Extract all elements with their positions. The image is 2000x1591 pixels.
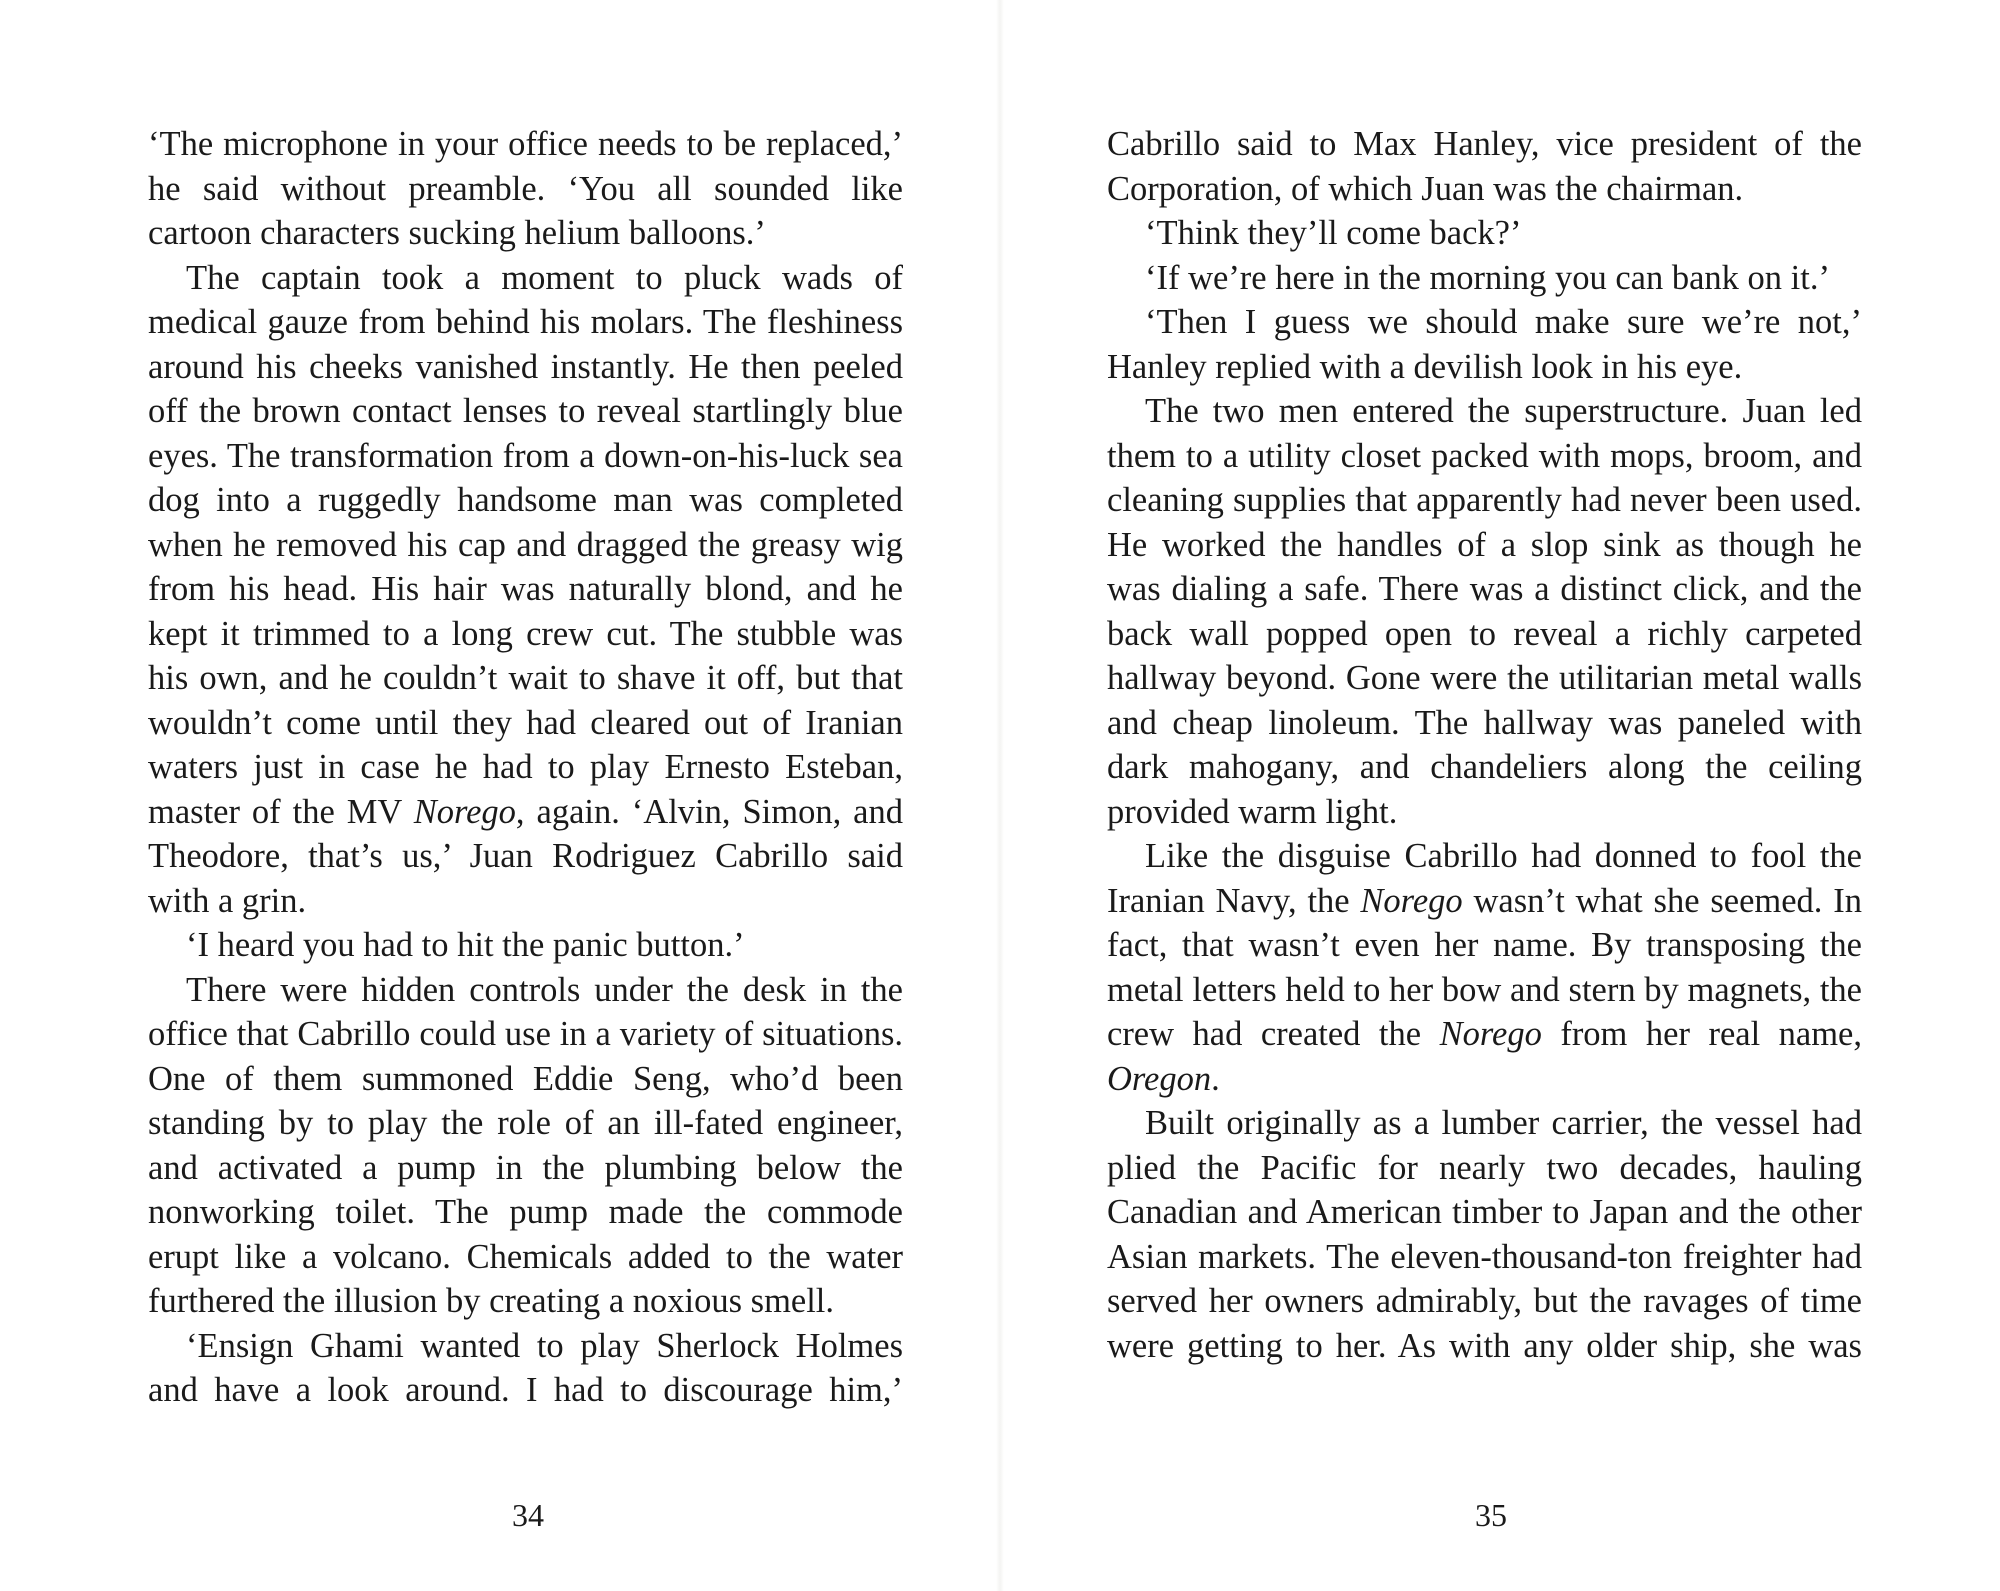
paragraph: The two men entered the superstructure. Juan led them to a utility closet packed with mops, broom, and cleaning supplies that apparently had never been used. He worked the handles of a slop sink as though he was dialing a safe. There was a distinct click, and the back wall popped open to reveal a richly carpeted hallway beyond. Gone were the utilitarian metal walls and cheap linoleum. The hallway was paneled with dark mahogany, and chandeliers along the ceiling provided warm light.: [1107, 392, 1862, 831]
paragraph: There were hidden controls under the desk in the office that Cabrillo could use in a variety of situations. One of them summoned Eddie Seng, who’d been standing by to play the role of an ill-fated engineer, and activated a pump in the plumbing below the nonworking toilet. The pump made the commode erupt like a volcano. Chemicals added to the water furthered the illusion by creating a noxious smell.: [148, 970, 903, 1320]
paragraph: ‘Then I guess we should make sure we’re not,’ Hanley replied with a devilish look in his eye.: [1107, 303, 1862, 386]
paragraph: ‘Think they’ll come back?’: [1145, 214, 1522, 252]
paragraph: Cabrillo said to Max Hanley, vice president of the Corporation, of which Juan was the chairman.: [1107, 125, 1862, 208]
paragraph: ‘The microphone in your office needs to be replaced,’ he said without preamble. ‘You all sounded like cartoon characters sucking helium balloons.’: [148, 125, 903, 252]
ship-name: Norego: [1360, 881, 1463, 920]
ship-name: Norego: [1439, 1015, 1542, 1053]
right-page: [1000, 0, 2000, 1591]
left-page-text: [148, 122, 903, 1413]
paragraph: The captain took a moment to pluck wads of medical gauze from behind his molars. The fleshiness around his cheeks vanished instantly. He then peeled off the brown contact lenses to reveal startlingly blue eyes. The transformation from a down-on-his-luck sea dog into a ruggedly handsome man was completed when he removed his cap and dragged the greasy wig from his head. His hair was naturally blond, and he kept it trimmed to a long crew cut. The stubble was his own, and he couldn’t wait to shave it off, but that wouldn’t come until they had cleared out of Iranian waters just in case he had to play Ernesto Esteban, master of the MV Norego, again. ‘Alvin, Simon, and Theodore, that’s us,’ Juan Rodriguez Cabrillo said with a grin.: [148, 258, 903, 920]
page-number: 35: [1475, 1497, 1507, 1533]
paragraph: Built originally as a lumber carrier, the vessel had plied the Pacific for nearly two decades, hauling Canadian and American timber to Japan and the other Asian markets. The eleven-thousand-ton freighter had served her owners admirably, but the ravages of time were getting to her. As with any older ship, she was: [1107, 1104, 1862, 1365]
ship-name: Oregon: [1107, 1059, 1212, 1098]
right-page-text: [1107, 122, 1862, 1368]
paragraph: ‘If we’re here in the morning you can bank on it.’: [1145, 258, 1830, 297]
paragraph: ‘Ensign Ghami wanted to play Sherlock Holmes and have a look around. I had to discourage him,’: [148, 1326, 903, 1409]
ship-name: Norego: [413, 792, 516, 831]
paragraph: ‘I heard you had to hit the panic button.’: [186, 926, 745, 964]
paragraph: Like the disguise Cabrillo had donned to fool the Iranian Navy, the Norego wasn’t what she seemed. In fact, that wasn’t even her name. By transposing the metal letters held to her bow and stern by magnets, the crew had created the Norego from her real name, Oregon.: [1107, 837, 1862, 1098]
page-number: 34: [512, 1497, 544, 1533]
